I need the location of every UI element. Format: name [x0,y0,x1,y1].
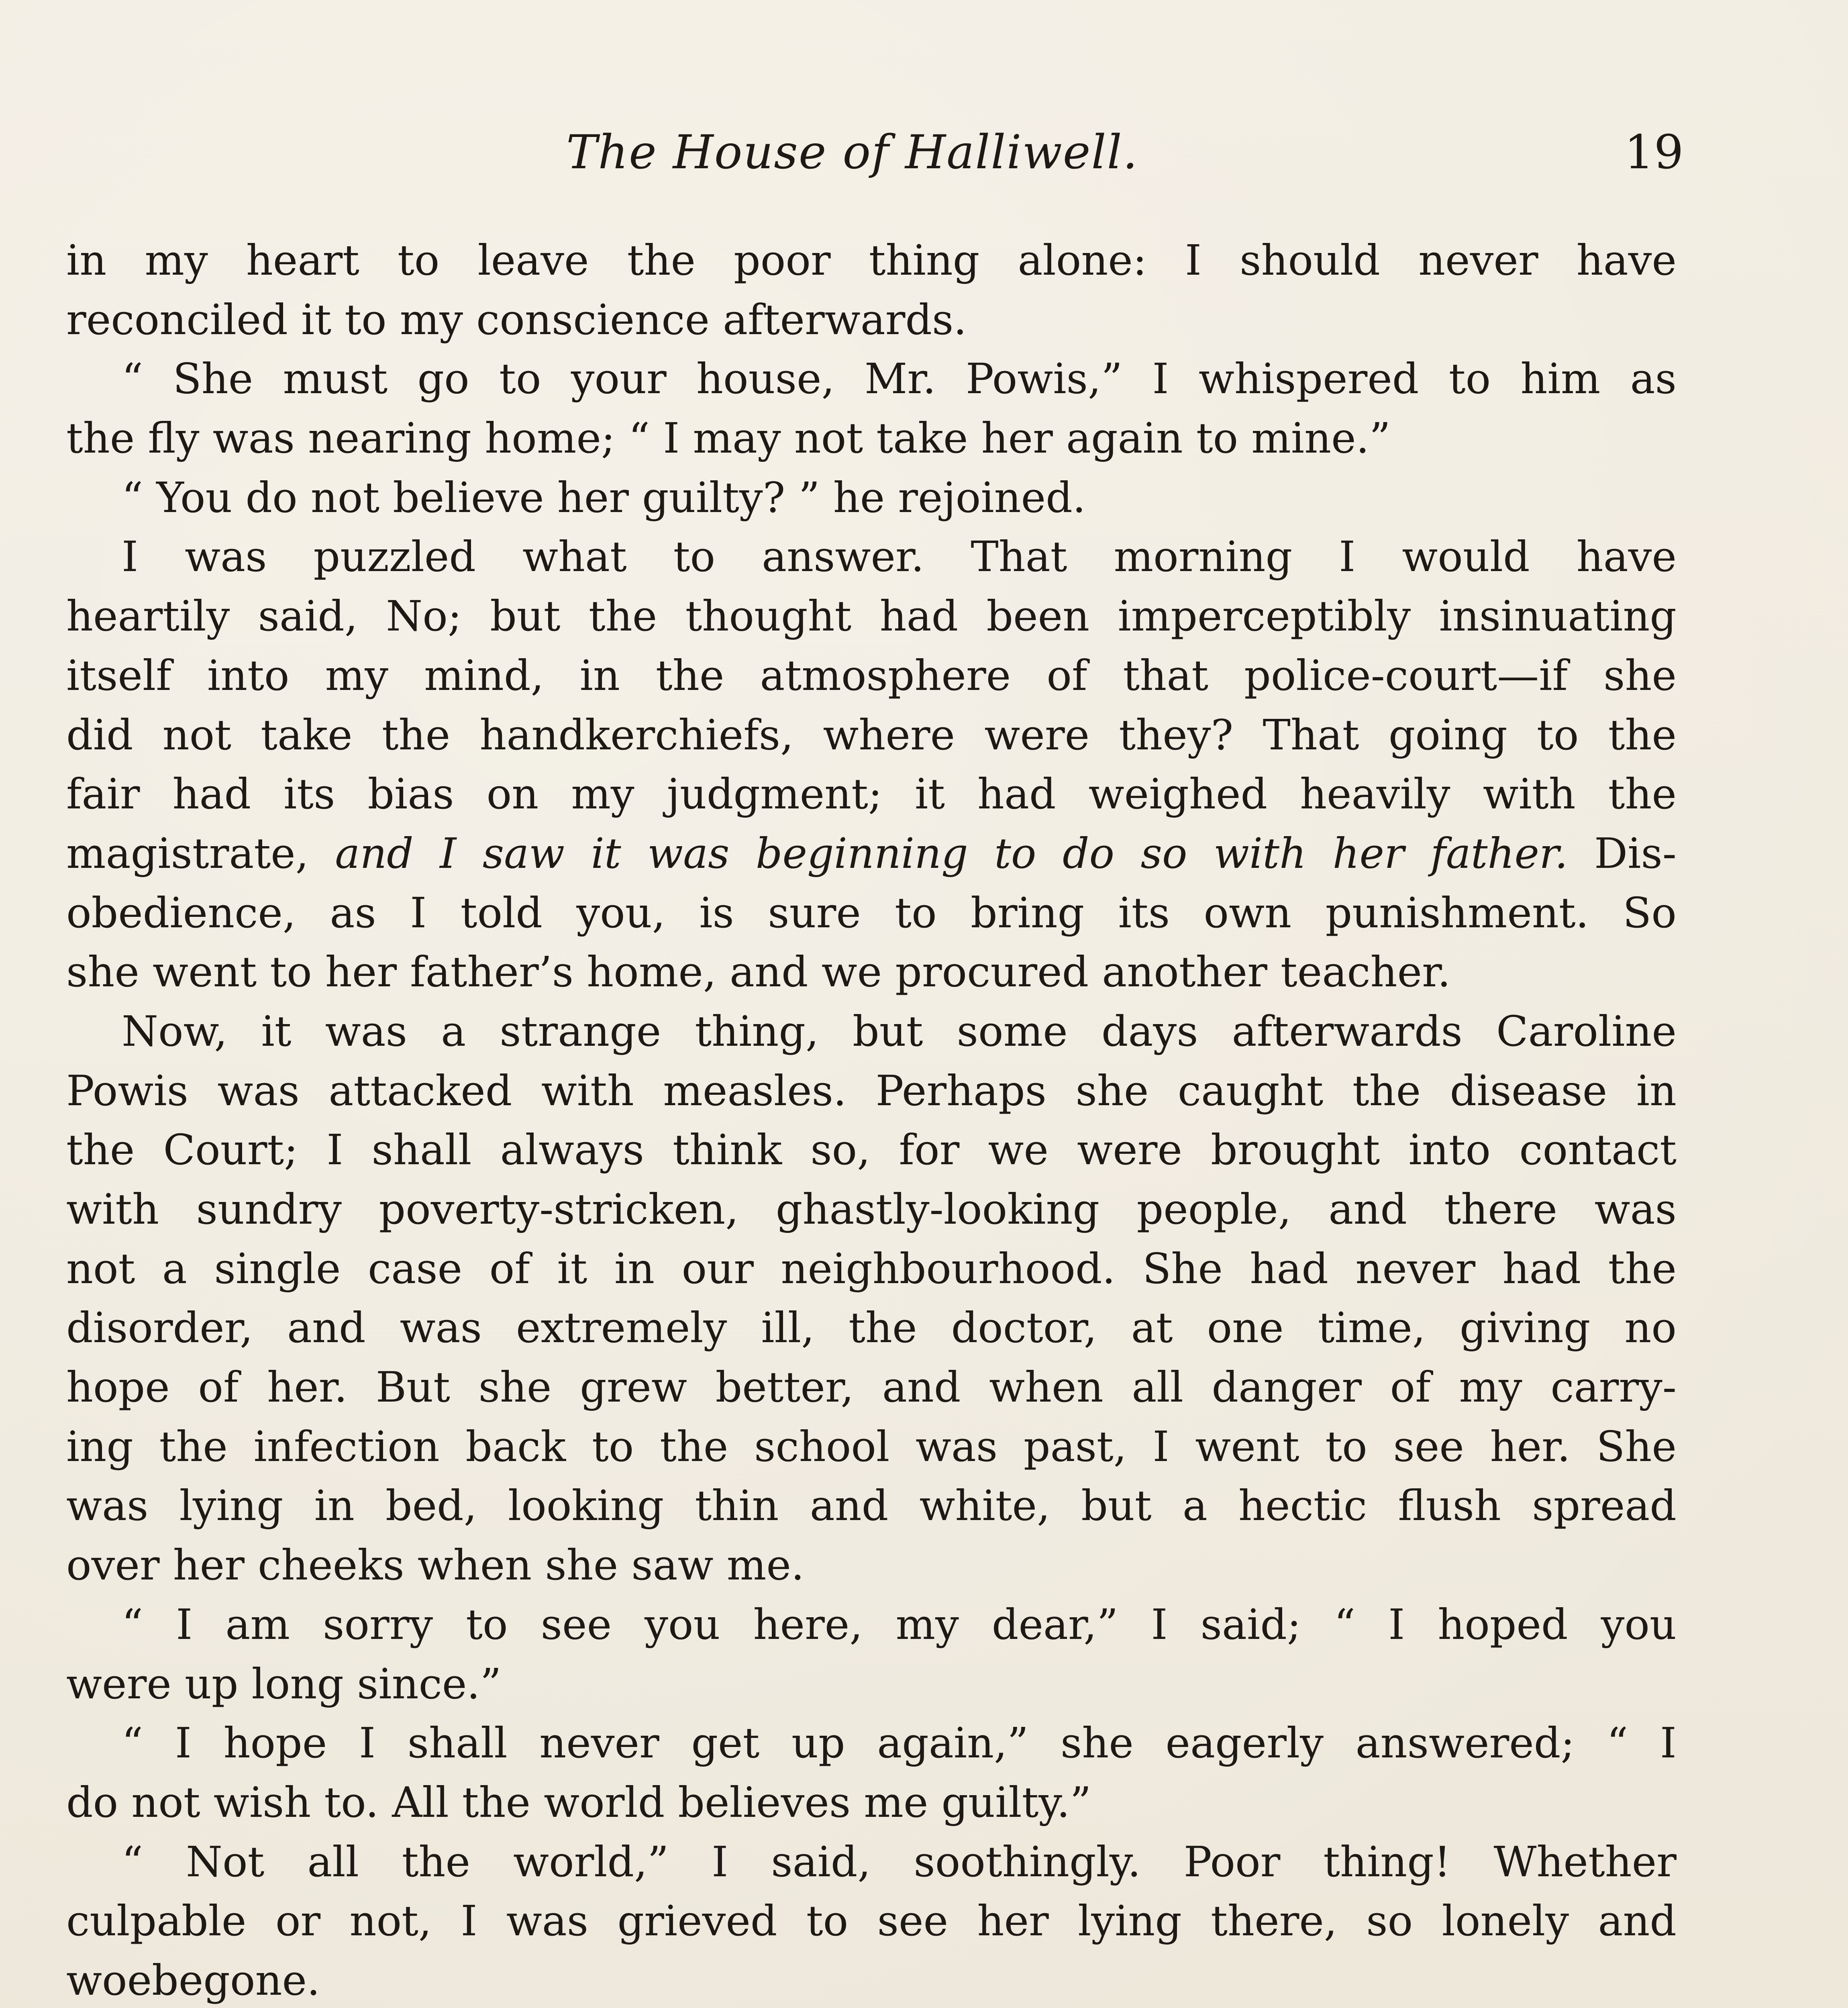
text-line: “ Not all the world,” I said, soothingly. Poor thing! Whether [122,1837,1677,1886]
text-line: she went to her father’s home, and we procured another teacher. [66,947,1451,997]
text-line: with sundry poverty-stricken, ghastly-looking people, and there was [66,1185,1677,1234]
text-line: “ I am sorry to see you here, my dear,” I said; “ I hoped you [122,1600,1677,1649]
text-line: woebegone. [66,1955,320,2005]
text-line: the Court; I shall always think so, for we were brought into contact [66,1125,1677,1175]
text-line: obedience, as I told you, is sure to bring its own punishment. So [66,888,1677,937]
text-segment: magistrate, [66,829,335,878]
text-line: I was puzzled what to answer. That morning I would have [122,532,1677,582]
text-line: itself into my mind, in the atmosphere of that police-court—if she [66,651,1677,700]
text-line: did not take the handkerchiefs, where were they? That going to the [66,710,1677,759]
running-title: The House of Halliwell. [566,125,1138,180]
text-line: over her cheeks when she saw me. [66,1541,804,1590]
text-line: Now, it was a strange thing, but some days afterwards Caroline [122,1006,1677,1056]
text-line: culpable or not, I was grieved to see her lying there, so lonely and [66,1896,1677,1946]
text-line: was lying in bed, looking thin and white, but a hectic flush spread [66,1481,1677,1530]
italic-emphasis: and I saw it was beginning to do so with her father. [335,829,1568,878]
text-line: “ She must go to your house, Mr. Powis,” I whispered to him as [122,354,1677,404]
text-line: Powis was attacked with measles. Perhaps she caught the disease in [66,1066,1677,1115]
text-line: “ I hope I shall never get up again,” she eagerly answered; “ I [122,1718,1677,1768]
text-line: heartily said, No; but the thought had been imperceptibly insinuating [66,592,1677,641]
body-text [66,231,1677,2008]
text-line: ing the infection back to the school was past, I went to see her. She [66,1422,1677,1471]
text-line: hope of her. But she grew better, and when all danger of my carry- [66,1363,1677,1412]
text-line: fair had its bias on my judgment; it had weighed heavily with the [66,769,1677,819]
page-header [0,120,1848,185]
text-line: disorder, and was extremely ill, the doctor, at one time, giving no [66,1303,1677,1353]
text-line: reconciled it to my conscience afterwards. [66,295,967,344]
text-line: in my heart to leave the poor thing alone: I should never have [66,236,1677,285]
text-line: “ You do not believe her guilty? ” he rejoined. [122,473,1086,522]
text-line: the fly was nearing home; “ I may not take her again to mine.” [66,414,1391,463]
page-number: 19 [1624,125,1684,180]
text-line: not a single case of it in our neighbourhood. She had never had the [66,1244,1677,1293]
text-line: were up long since.” [66,1659,502,1708]
text-line [66,824,1677,884]
text-segment: Dis- [1568,829,1677,878]
text-line: do not wish to. All the world believes me guilty.” [66,1777,1091,1827]
